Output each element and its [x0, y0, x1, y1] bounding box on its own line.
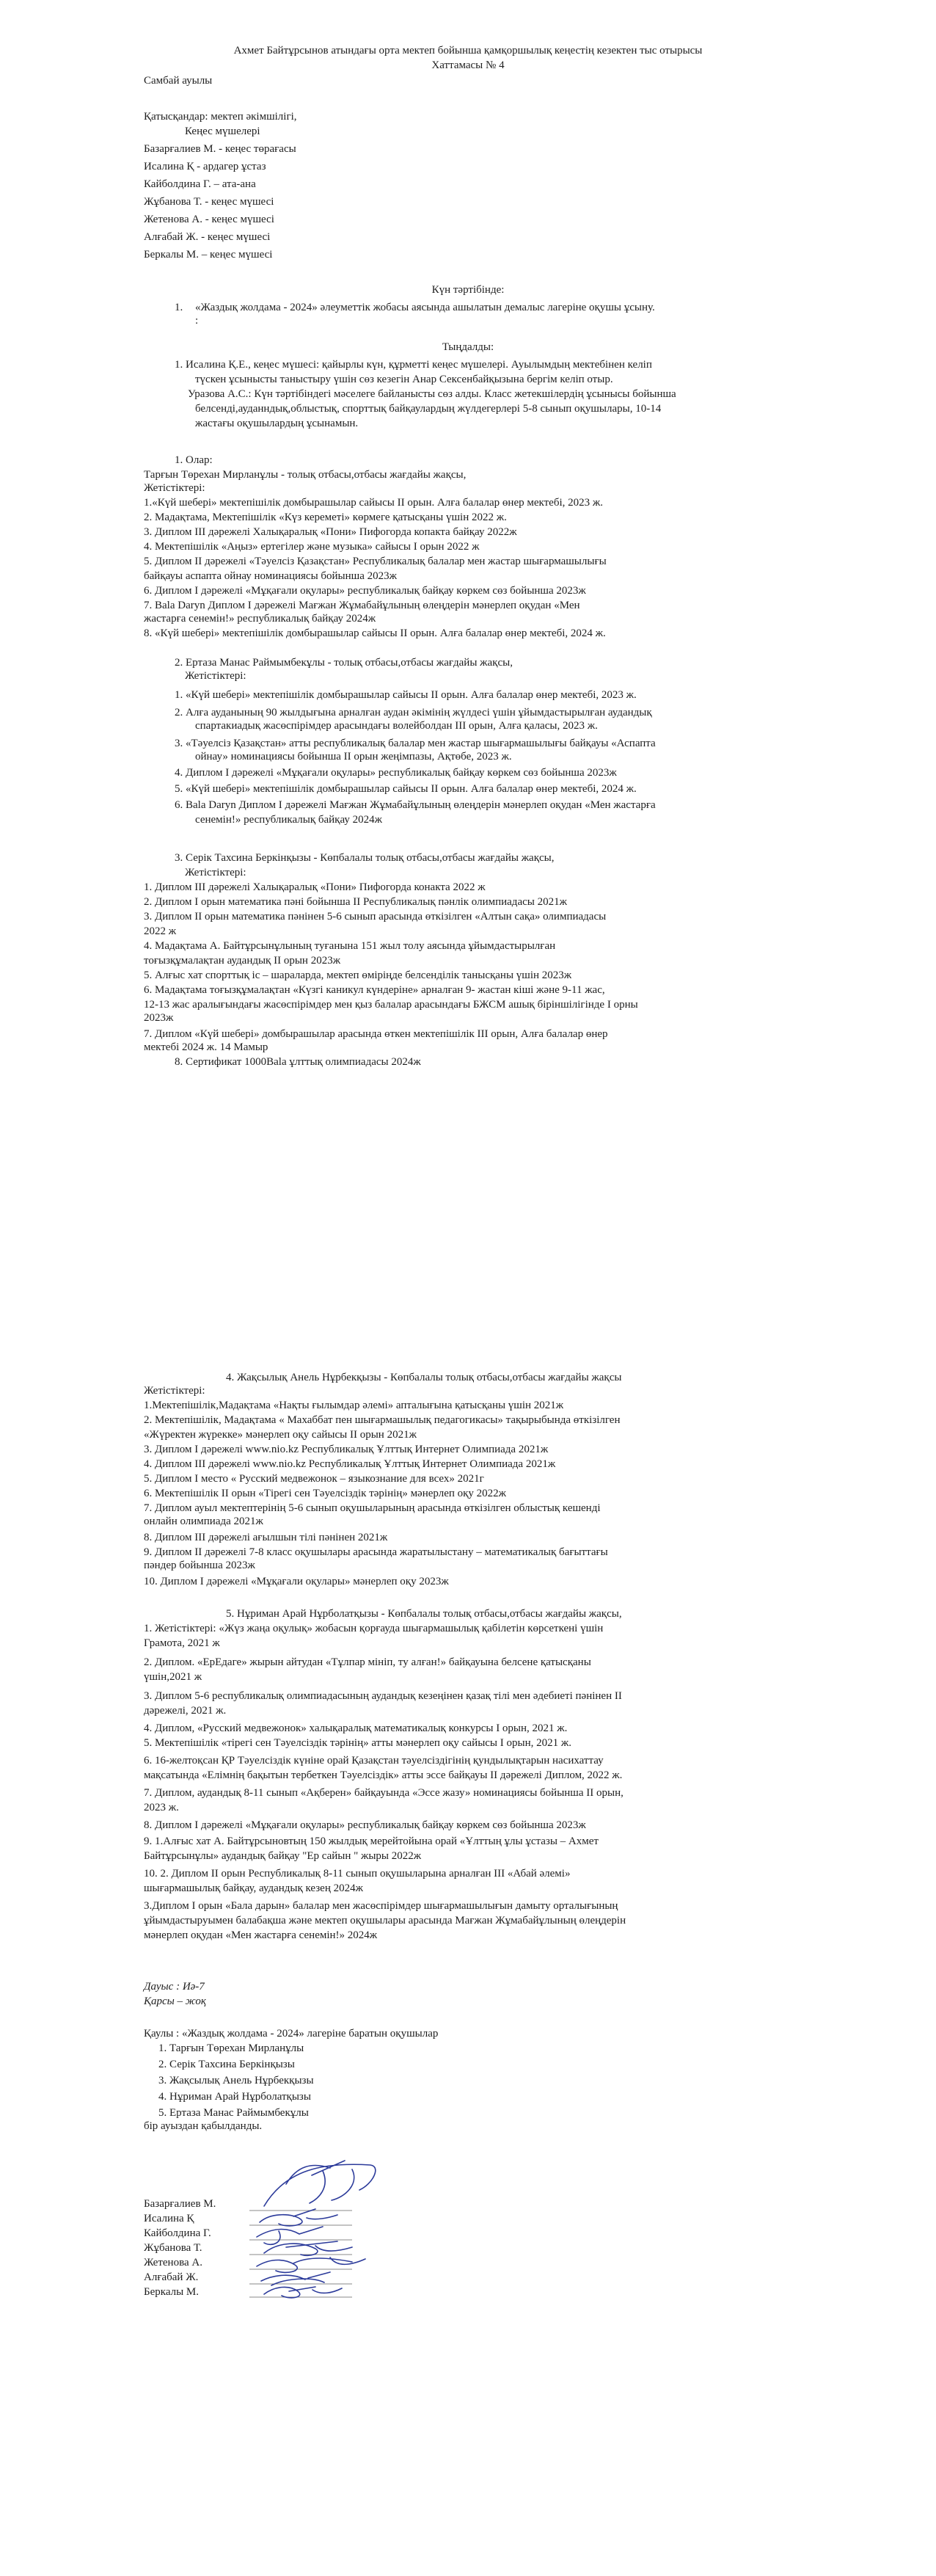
handwritten-signatures	[242, 2155, 403, 2302]
vote-for: Дауыс : Иә-7	[144, 1981, 205, 1993]
student-4-head: 4. Жақсылық Анель Нұрбекқызы - Көпбалалы толық отбасы,отбасы жағдайы жақсы	[226, 1372, 622, 1383]
member-line: Беркалы М. – кеңес мүшесі	[144, 249, 273, 261]
student-5-line: 2. Диплом. «ЕрЕдаге» жырын айтудан «Тұлпар мініп, ту алған!» байқауына белсене қатысқаны	[144, 1656, 591, 1668]
member-line: Исалина Қ - ардагер ұстаз	[144, 161, 266, 172]
student-5-line: үшін,2021 ж	[144, 1671, 202, 1683]
student-5-line: 5. Мектепішілік «тірегі сен Тәуелсіздік тәрінің» атты мәнерлеп оқу сайысы І орын, 2021 ж.	[144, 1737, 571, 1749]
student-3-line: 1. Диплом ІІІ дәрежелі Халықаралық «Пони» Пифогорда конакта 2022 ж	[144, 881, 486, 893]
student-4-line: 1.Мектепішілік,Мадақтама «Нақты ғылымдар әлемі» апталығына қатысқаны үшін 2021ж	[144, 1400, 564, 1411]
student-5-line: 9. 1.Алғыс хат А. Байтұрсыновтың 150 жылдық мерейтойына орай «Ұлттың ұлы ұстазы – Ахмет	[144, 1835, 599, 1847]
student-3-line: 6. Мадақтама тоғызқұмалақтан «Күзгі каникул күндеріне» арналған 9- жастан кіші және 9-11 жас,	[144, 984, 605, 996]
student-5-line: 2023 ж.	[144, 1802, 179, 1813]
student-3-line: мектебі 2024 ж. 14 Мамыр	[144, 1041, 268, 1053]
student-4-line: 7. Диплом ауыл мектептерінің 5-6 сынып оқушыларының арасында өткізілген облыстық кешенді	[144, 1502, 601, 1514]
signatory-name: Кайболдина Г.	[144, 2227, 211, 2239]
signatory-name: Базарғалиев М.	[144, 2198, 216, 2210]
student-5-line: 3. Диплом 5-6 республикалық олимпиадасының аудандық кезеңінен қазақ тілі мен әдебиеті пәнінен ІІ	[144, 1690, 622, 1702]
signatory-name: Алғабай Ж.	[144, 2271, 199, 2283]
student-1-line: байқауы аспапта ойнау номинациясы бойынша 2023ж	[144, 570, 397, 582]
student-3-line: тоғызқұмалақтан аудандық ІІ орын 2023ж	[144, 955, 341, 967]
heard-line: жастағы оқушылардың ұсынамын.	[195, 418, 359, 429]
student-4-line: 5. Диплом І место « Русский медвежонок – языкознание для всех» 2021г	[144, 1473, 484, 1485]
heard-heading: Тыңдалды:	[442, 341, 494, 353]
student-3-line: 2022 ж	[144, 925, 177, 937]
student-1-line: 7. Bala Daryn Диплом І дәрежелі Мағжан Жұмабайұлының өлеңдерін мәнерлеп оқудан «Мен	[144, 600, 580, 611]
student-5-line: Байтұрсынұлы» аудандық байқау "Ер сайын " жыры 2022ж	[144, 1850, 422, 1862]
heard-line: 1. Исалина Қ.Е., кеңес мүшесі: қайырлы күн, құрметті кеңес мүшелері. Ауылымдың мектебінен келіп	[175, 359, 652, 371]
decision-accepted: бір ауыздан қабылданды.	[144, 2120, 263, 2132]
student-4-line: 9. Диплом ІІ дәрежелі 7-8 класс оқушылары арасында жаратылыстану – математикалық бағыттағы	[144, 1546, 608, 1558]
student-2-achievements-label: Жетістіктері:	[185, 670, 246, 682]
protocol-number: Хаттамасы № 4	[431, 59, 505, 71]
agenda-heading: Күн тәртібінде:	[431, 284, 505, 296]
student-3-head: 3. Серік Тахсина Беркінқызы - Көпбалалы толық отбасы,отбасы жағдайы жақсы,	[175, 852, 555, 864]
student-4-line: пәндер бойынша 2023ж	[144, 1560, 255, 1571]
signatory-name: Жұбанова Т.	[144, 2242, 202, 2254]
member-line: Жетенова А. - кеңес мүшесі	[144, 214, 274, 225]
student-4-line: 4. Диплом ІІІ дәрежелі www.nio.kz Республикалық Ұлттық Интернет Олимпиада 2021ж	[144, 1458, 556, 1470]
student-3-line: 2. Диплом І орын математика пәні бойынша ІІ Республикалық пәнлік олимпиадасы 2021ж	[144, 896, 567, 908]
council-label: Кеңес мүшелері	[185, 125, 260, 137]
student-4-line: онлайн олимпиада 2021ж	[144, 1516, 263, 1527]
member-line: Кайболдина Г. – ата-ана	[144, 178, 256, 190]
student-3-achievements-label: Жетістіктері:	[185, 867, 246, 878]
agenda-colon: :	[195, 315, 199, 327]
student-5-line: 1. Жетістіктері: «Жүз жаңа оқулық» жобасын қорғауда шығармашылық қабілетін көрсеткені үшін	[144, 1623, 604, 1634]
heard-line: Уразова А.С.: Күн тәртібіндегі мәселеге байланысты сөз алды. Класс жетекшілердің ұсынысы бойынша	[188, 388, 676, 400]
participants-intro: Қатысқандар: мектеп әкімшілігі,	[144, 111, 297, 123]
student-2-head: 2. Ертаза Манас Раймымбекұлы - толық отбасы,отбасы жағдайы жақсы,	[175, 657, 513, 669]
student-2-line: 1. «Күй шебері» мектепішілік домбырашылар сайысы ІІ орын. Алға балалар өнер мектебі, 2023 ж.	[175, 689, 637, 701]
student-4-line: 2. Мектепішілік, Мадақтама « Махаббат пен шығармашылық педагогикасы» тақырыбында өткізілген	[144, 1414, 621, 1426]
signatory-name: Жетенова А.	[144, 2257, 202, 2268]
student-5-line: ұйымдастыруымен балабақша және мектеп оқушылары арасында Мағжан Жұмабайұлының өлеңдерін	[144, 1915, 626, 1926]
student-1-line: 3. Диплом ІІІ дәрежелі Халықаралық «Пони» Пифогорда копакта байқау 2022ж	[144, 526, 517, 538]
student-2-line: 4. Диплом І дәрежелі «Мұқағали оқулары» республикалық байқау көркем сөз бойынша 2023ж	[175, 767, 617, 779]
student-2-line: 2. Алға ауданының 90 жылдығына арналған аудан әкімінің жүлдесі үшін ұйымдастырылған аудандық	[175, 707, 652, 718]
student-5-line: мақсатында «Елімнің бақытын тербеткен Тәуелсіздік» атты эссе байқауы ІІ дәрежелі Диплом, 2022 ж.	[144, 1769, 623, 1781]
member-line: Базарғалиев М. - кеңес төрағасы	[144, 143, 296, 155]
student-2-line: 3. «Тәуелсіз Қазақстан» атты республикалық балалар мен жастар шығармашылығы байқауы «Аспапта	[175, 738, 656, 749]
student-5-line: дәрежелі, 2021 ж.	[144, 1705, 227, 1717]
decision-head: Қаулы : «Жаздық жолдама - 2024» лагеріне баратын оқушылар	[144, 2028, 439, 2040]
student-5-head: 5. Нұриман Арай Нұрболатқызы - Көпбалалы толық отбасы,отбасы жағдайы жақсы,	[226, 1608, 622, 1620]
student-5-line: 4. Диплом, «Русский медвежонок» халықаралық математикалық конкурсы І орын, 2021 ж.	[144, 1722, 568, 1734]
student-1-head: Тарғын Төрехан Мирланұлы - толық отбасы,отбасы жағдайы жақсы,	[144, 469, 467, 481]
student-1-line: 6. Диплом І дәрежелі «Мұқағали оқулары» республикалық байқау көркем сөз бойынша 2023ж	[144, 585, 586, 597]
student-5-line: 7. Диплом, аудандық 8-11 сынып «Ақберен» байқауында «Эссе жазу» номинациясы бойынша ІІ орын,	[144, 1787, 624, 1799]
student-3-line: 7. Диплом «Күй шебері» домбырашылар арасында өткен мектепішілік ІІІ орын, Алға балалар өнер	[144, 1028, 608, 1040]
student-1-line: 5. Диплом ІІ дәрежелі «Тәуелсіз Қазақстан» Республикалық балалар мен жастар шығармашылығы	[144, 556, 607, 567]
student-2-line: 6. Bala Daryn Диплом І дәрежелі Мағжан Жұмабайұлының өлеңдерін мәнерлеп оқудан «Мен жастарға	[175, 799, 656, 811]
student-3-line: 4. Мадақтама А. Байтұрсынұлының туғанына 151 жыл толу аясында ұйымдастырылған	[144, 940, 556, 952]
agenda-number: 1.	[175, 302, 183, 313]
decision-item: 3. Жақсылық Анель Нұрбекқызы	[158, 2075, 314, 2086]
heard-line: түскен ұсынысты таныстыру үшін сөз кезегін Анар Сексенбайқызына бергім келіп отыр.	[195, 374, 613, 385]
student-3-line: 5. Алғыс хат спорттық іс – шараларда, мектеп өміріңде белсенділік танысқаны үшін 2023ж	[144, 969, 572, 981]
vote-against: Қарсы – жоқ	[144, 1995, 206, 2007]
students-intro: 1. Олар:	[175, 454, 213, 466]
student-1-line: 2. Мадақтама, Мектепішілік «Күз кереметі» көрмеге қатысқаны үшін 2022 ж.	[144, 512, 507, 523]
student-1-achievements-label: Жетістіктері:	[144, 482, 205, 494]
student-2-line: 5. «Күй шебері» мектепішілік домбырашылар сайысы ІІ орын. Алға балалар өнер мектебі, 2024 ж.	[175, 783, 637, 795]
student-5-line: Грамота, 2021 ж	[144, 1637, 220, 1649]
student-3-line: 2023ж	[144, 1012, 174, 1024]
student-5-line: 8. Диплом І дәрежелі «Мұқағали оқулары» республикалық байқау көркем сөз бойынша 2023ж	[144, 1819, 586, 1831]
student-2-line: сенемін!» республикалық байқау 2024ж	[195, 814, 382, 826]
signatory-name: Исалина Қ	[144, 2213, 194, 2224]
student-1-line: 4. Мектепішілік «Аңыз» ертегілер және музыка» сайысы І орын 2022 ж	[144, 541, 480, 553]
student-5-line: 10. 2. Диплом ІІ орын Республикалық 8-11 сынып оқушыларына арналған ІІІ «Абай әлемі»	[144, 1868, 571, 1880]
student-1-line: жастарға сенемін!» республикалық байқау 2024ж	[144, 613, 376, 625]
student-4-achievements-label: Жетістіктері:	[144, 1385, 205, 1397]
location: Самбай ауылы	[144, 75, 213, 87]
student-4-line: «Жүректен жүрекке» мәнерлеп оқу сайысы ІІ орын 2021ж	[144, 1429, 417, 1441]
student-3-line: 3. Диплом ІІ орын математика пәнінен 5-6 сынып арасында өткізілген «Алтын сақа» олимпиадасы	[144, 911, 607, 923]
heard-line: белсенді,ауданндық,облыстық, спорттық байқаулардың жүлдегерлері 5-8 сынып оқушылары, 10-14	[195, 403, 662, 415]
student-5-line: шығармашылық байқау, аудандық кезең 2024ж	[144, 1882, 363, 1894]
student-1-line: 8. «Күй шебері» мектепішілік домбырашылар сайысы ІІ орын. Алға балалар өнер мектебі, 2024 ж.	[144, 627, 606, 639]
student-1-line: 1.«Күй шебері» мектепішілік домбырашылар сайысы ІІ орын. Алға балалар өнер мектебі, 2023 ж.	[144, 497, 603, 509]
member-line: Жұбанова Т. - кеңес мүшесі	[144, 196, 274, 208]
decision-item: 4. Нұриман Арай Нұрболатқызы	[158, 2091, 311, 2103]
student-3-line: 12-13 жас аралығындағы жасөспірімдер мен қыз балалар арасындағы БЖСМ ашық біріншілігінде І орны	[144, 999, 638, 1011]
signatory-name: Беркалы М.	[144, 2286, 200, 2298]
student-4-line: 10. Диплом І дәрежелі «Мұқағали оқулары» мәнерлеп оқу 2023ж	[144, 1576, 449, 1587]
student-3-line: 8. Сертификат 1000Bala ұлттық олимпиадасы 2024ж	[175, 1056, 421, 1068]
student-4-line: 3. Диплом І дәрежелі www.nio.kz Республикалық Ұлттық Интернет Олимпиада 2021ж	[144, 1444, 549, 1455]
student-5-line: 3.Диплом І орын «Бала дарын» балалар мен жасөспірімдер шығармашылығын дамыту орталығының	[144, 1900, 618, 1912]
member-line: Алғабай Ж. - кеңес мүшесі	[144, 231, 271, 243]
student-2-line: спартакиадық жасөспірімдер арасындағы волейболдан ІІІ орын, Алға қаласы, 2023 ж.	[195, 720, 598, 732]
student-4-line: 6. Мектепішілік ІІ орын «Тірегі сен Тәуелсіздік тәрінің» мәнерлеп оқу 2022ж	[144, 1488, 507, 1499]
decision-item: 5. Ертаза Манас Раймымбекұлы	[158, 2107, 309, 2119]
document-title: Ахмет Байтұрсынов атындағы орта мектеп бойынша қамқоршылық кеңестің кезектен тыс отырысы	[233, 45, 703, 57]
student-5-line: 6. 16-желтоқсан ҚР Тәуелсіздік күніне орай Қазақстан тәуелсіздігінің қундылықтарын насихаттау	[144, 1755, 604, 1767]
decision-item: 2. Серік Тахсина Беркінқызы	[158, 2059, 295, 2070]
student-4-line: 8. Диплом ІІІ дәрежелі ағылшын тілі пәнінен 2021ж	[144, 1532, 388, 1543]
decision-item: 1. Тарғын Төрехан Мирланұлы	[158, 2042, 304, 2054]
agenda-item: «Жаздық жолдама - 2024» әлеуметтік жобасы аясында ашылатын демалыс лагеріне оқушы ұсыну.	[195, 302, 655, 313]
student-5-line: мәнерлеп оқудан «Мен жастарға сенемін!» 2024ж	[144, 1929, 378, 1941]
student-2-line: ойнау» номинациясы бойынша ІІ орын жеңімпазы, Ақтөбе, 2023 ж.	[195, 751, 512, 763]
